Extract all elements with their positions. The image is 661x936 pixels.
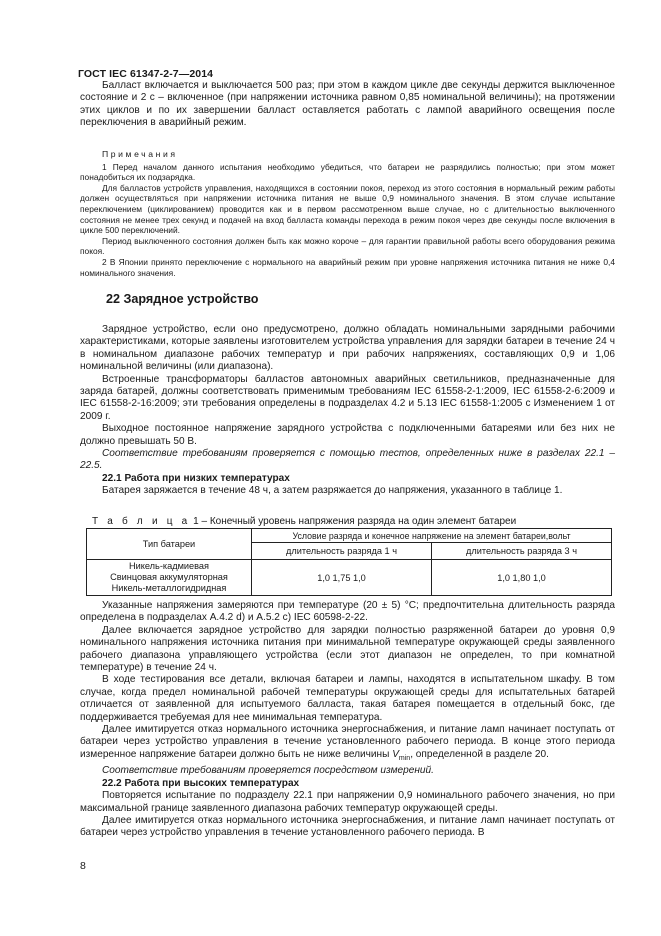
section-22-paragraph-1: Зарядное устройство, если оно предусмотрено, должно обладать номинальными зарядными рабочими характеристиками, которые заявлены изготовителем устройства управления для зарядки батареи в течение 24 ч в номинальном диапазоне рабочих температур и при рабочих напряжениях, составляющих 0,9 и 1,06 номинальной величины (или диапазона).: [80, 324, 615, 373]
section-22-title: 22 Зарядное устройство: [106, 292, 259, 306]
intro-paragraph: Балласт включается и выключается 500 раз; при этом в каждом цикле две секунды держится выключенное состояние и 2 с – включенное (при напряжении источника равном 0,85 номинальной величины); на протяжении этих циклов и по их завершении балласт оставляется работать с лампой аварийного освещения после переключения в аварийный режим.: [80, 80, 615, 129]
cell-values-3h: 1,0 1,80 1,0: [432, 560, 612, 596]
note-title: Примечания: [102, 149, 178, 159]
section-22-paragraph-3: Выходное постоянное напряжение зарядного устройства с подключенными батареями или без них не должно превышать 50 В.: [80, 423, 615, 447]
page-number: 8: [80, 860, 86, 872]
subsection-22-2-paragraph-1: Повторяется испытание по подразделу 22.1 при напряжении 0,9 номинального рабочего значения, но при максимальной границе заявленного диапазона рабочих температур окружающей среды.: [80, 790, 615, 814]
note-1: 1 Перед началом данного испытания необходимо убедиться, что батареи не разрядились полностью; при этом может понадобиться их подзарядка.: [80, 161, 615, 183]
failure-text-a: Далее имитируется отказ нормального источника энергоснабжения, и питание ламп начинает поступать от батареи через устройство управления в течение установленного рабочего периода. В конце этого периода измеренное напряжение батареи должно быть не ниже величины: [80, 724, 615, 760]
after-table-section: [80, 600, 615, 840]
cell-values-1h: 1,0 1,75 1,0: [252, 560, 432, 596]
note-2: 2 В Японии принято переключение с нормального на аварийный режим при уровне напряжения источника питания не ниже 0,4 номинального значения.: [80, 256, 615, 278]
note-1-continued: Для балластов устройств управления, находящихся в состоянии покоя, переход из этого состояния в нормальный режим работы должен осуществляться при напряжении источника питания не выше 0,9 номинального значения. В этом случае испытание переключением (циклированием) проводится как и в первом рассмотренном выше случае, но с длительностью выключенного состояния не менее трех секунд и подачей на вход балласта команды перехода в режим покоя через две секунды после включения в цикле 500 переключений.: [80, 182, 615, 236]
section-22-body: [80, 324, 615, 498]
battery-type-nicd: Никель-кадмиевая: [128, 561, 209, 571]
measurement-compliance: Соответствие требованиям проверяется посредством измерений.: [102, 765, 434, 777]
note-1-period: Период выключенного состояния должен быть как можно короче – для гарантии правильной работы всего оборудования режима покоя.: [80, 235, 615, 257]
document-header: ГОСТ IEC 61347-2-7—2014: [78, 68, 214, 80]
test-cabinet-paragraph: В ходе тестирования все детали, включая батареи и лампы, находятся в испытательном шкафу. В том случае, когда предел номинальной рабочей температуры окружающей среды для испытательных батарей отличается от заявленной для испытуемого балласта, такая батарея помещается в отдельный бокс, где поддерживается требуемая для нее минимальная температура.: [80, 674, 615, 723]
subsection-22-1-paragraph: Батарея заряжается в течение 48 ч, а затем разряжается до напряжения, указанного в таблице 1.: [102, 485, 563, 497]
subsection-22-2-paragraph-2: Далее имитируется отказ нормального источника энергоснабжения, и питание ламп начинает поступать от батареи через устройство управления в течение установленного рабочего периода. В: [80, 814, 615, 839]
header-1h: длительность разряда 1 ч: [252, 543, 432, 560]
failure-paragraph: [80, 724, 615, 765]
measurement-paragraph: Указанные напряжения замеряются при температуре (20 ± 5) °С; предпочтительна длительность разряда определена в подразделах А.4.2 d) и А.5.2 c) IEC 60598-2-22.: [80, 600, 615, 624]
vmin-subscript: min: [398, 754, 411, 762]
charging-paragraph: Далее включается зарядное устройство для зарядки полностью разряженной батареи до уровня 0,9 номинального напряжения источника питания при минимальной температуре окружающей среды заявленного рабочего диапазона управляющего устройства (если этот диапазон не определен, то при комнатной температуре) в течение 24 ч.: [80, 624, 615, 674]
subsection-22-1-title: 22.1 Работа при низких температурах: [102, 472, 290, 484]
table-caption-label: Т а б л и ц а: [92, 516, 191, 527]
header-battery-type: Тип батареи: [87, 529, 252, 560]
table-caption-text: 1 – Конечный уровень напряжения разряда на один элемент батареи: [193, 516, 517, 527]
subsection-22-2-title: 22.2 Работа при высоких температурах: [102, 777, 300, 789]
battery-type-nimh: Никель-металлогидридная: [111, 583, 227, 593]
failure-text-b: , определенной в разделе 20.: [410, 748, 549, 760]
intro-section: [80, 80, 615, 130]
vmin-symbol: V: [392, 748, 399, 760]
battery-type-lead: Свинцовая аккумуляторная: [110, 572, 228, 582]
note-section: [80, 149, 615, 278]
header-3h: длительность разряда 3 ч: [432, 543, 612, 560]
cell-battery-types: [87, 560, 252, 596]
section-22-compliance: Соответствие требованиям проверяется с помощью тестов, определенных ниже в разделах 22.1 – 22.5.: [80, 448, 615, 472]
header-discharge-condition: Условие разряда и конечное напряжение на элемент батареи,вольт: [252, 529, 612, 543]
discharge-voltage-table: [86, 528, 612, 596]
section-22-paragraph-2: Встроенные трансформаторы балластов автономных аварийных светильников, предназначенные для заряда батарей, должны соответствовать применимым требованиям IEC 61558-2-1:2009, IEC 61558-2-6:2009 и IEC 61558-2-16:2009; эти требования определены в подразделах 4.2 и 5.13 IEC 61558-1:2005 с Изменением 1 от 2009 г.: [80, 373, 615, 422]
table-caption: [92, 516, 516, 527]
